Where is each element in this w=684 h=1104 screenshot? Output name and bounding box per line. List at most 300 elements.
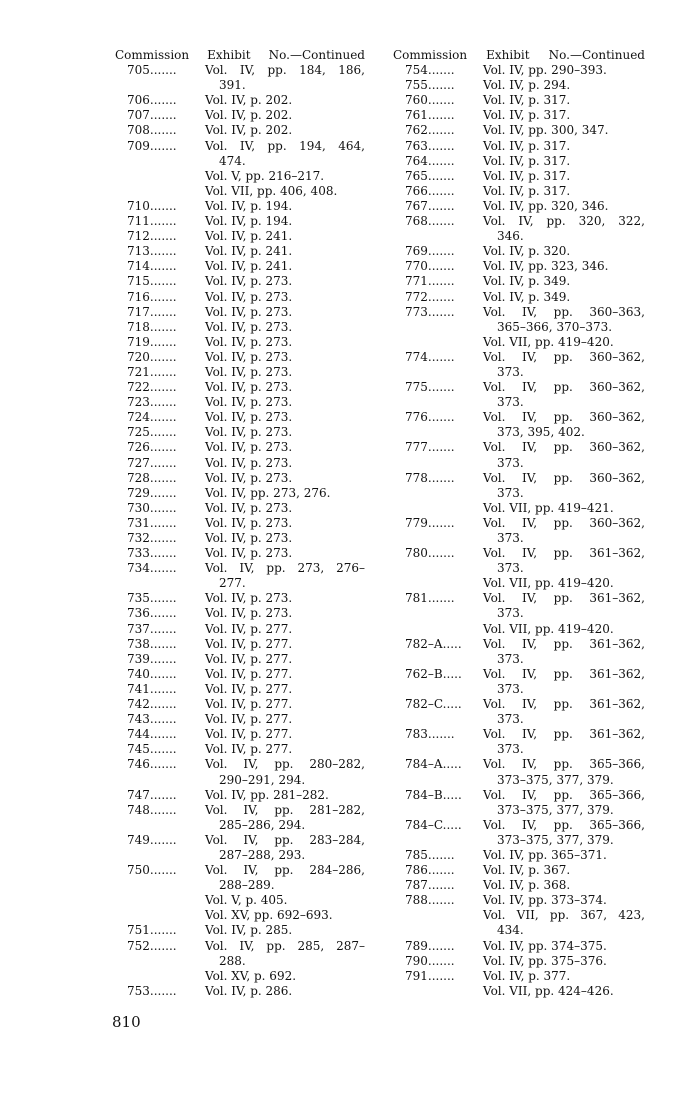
volume-references	[483, 818, 645, 848]
exhibit-number	[115, 606, 205, 621]
reference-line: Vol. V, pp. 216–217.	[205, 168, 325, 183]
volume-references	[205, 486, 365, 501]
dot-leader: .......	[427, 515, 455, 530]
volume-references	[205, 214, 365, 229]
dot-leader: .......	[149, 304, 177, 319]
volume-references	[205, 425, 365, 440]
exhibit-entry	[115, 139, 365, 199]
reference-line: Vol. IV, p. 273.	[205, 395, 293, 410]
exhibit-number	[393, 93, 483, 108]
exhibit-entry	[393, 214, 645, 244]
dot-leader: .......	[427, 214, 455, 229]
reference-line: Vol. IV, p. 273.	[205, 319, 293, 334]
volume-references	[483, 63, 645, 78]
reference-line: Vol. IV, p. 273.	[205, 274, 293, 289]
volume-references	[205, 652, 365, 667]
reference-line: Vol. IV, pp. 290–393.	[483, 63, 607, 78]
dot-leader: .......	[149, 259, 177, 274]
volume-references	[483, 727, 645, 757]
exhibit-entry	[115, 833, 365, 863]
reference-line: 434.	[497, 923, 524, 938]
exhibit-entry	[115, 788, 365, 803]
volume-references	[205, 350, 365, 365]
reference-line: 373.	[497, 455, 524, 470]
reference-line: Vol. IV, p. 317.	[483, 183, 571, 198]
exhibit-entry	[115, 501, 365, 516]
volume-references	[483, 274, 645, 289]
exhibit-number-label: 788	[405, 893, 428, 908]
exhibit-number-label: 732	[127, 531, 150, 545]
exhibit-entry	[393, 274, 645, 289]
reference-line: Vol. IV, p. 273.	[205, 500, 293, 515]
reference-line: 277.	[219, 576, 246, 591]
exhibit-entry	[115, 606, 365, 621]
exhibit-number	[115, 622, 205, 637]
volume-references	[205, 305, 365, 320]
reference-line: Vol. IV, pp. 184, 186,	[205, 63, 365, 78]
exhibit-number-label: 785	[405, 847, 428, 862]
reference-line: Vol. IV, pp. 365–371.	[483, 847, 607, 862]
reference-line: 365–366, 370–373.	[497, 319, 613, 334]
exhibit-number-label: 768	[405, 214, 428, 229]
exhibit-entry	[115, 471, 365, 486]
exhibit-number	[393, 259, 483, 274]
exhibit-number	[115, 335, 205, 350]
volume-references	[483, 350, 645, 380]
exhibit-number-label: 776	[405, 410, 428, 425]
exhibit-number	[393, 139, 483, 154]
volume-references	[205, 697, 365, 712]
exhibit-number-label: 782–C	[405, 697, 443, 712]
reference-line: Vol. IV, p. 367.	[483, 863, 571, 878]
volume-references	[205, 546, 365, 561]
exhibit-number-label: 709	[127, 138, 150, 153]
dot-leader: .......	[149, 742, 177, 757]
exhibit-entry	[115, 214, 365, 229]
volume-references	[205, 440, 365, 455]
exhibit-number-label: 735	[127, 591, 150, 606]
dot-leader: .......	[427, 953, 455, 968]
exhibit-number	[393, 244, 483, 259]
exhibit-number-label: 731	[127, 515, 150, 530]
reference-line: Vol. IV, p. 273.	[205, 380, 293, 395]
exhibit-entry	[393, 184, 645, 199]
exhibit-number-label: 718	[127, 319, 150, 334]
reference-line: Vol. IV, pp. 361–362,	[483, 636, 645, 651]
exhibit-number-label: 717	[127, 304, 150, 319]
reference-line: Vol. IV, p. 277.	[205, 651, 293, 666]
exhibit-entry	[115, 561, 365, 591]
exhibit-number-label: 767	[405, 198, 428, 213]
dot-leader: .......	[149, 485, 177, 500]
exhibit-entry	[393, 863, 645, 878]
dot-leader: .......	[149, 666, 177, 681]
dot-leader: .......	[427, 93, 455, 108]
volume-references	[205, 591, 365, 606]
exhibit-entry	[393, 199, 645, 214]
exhibit-number-label: 721	[127, 364, 150, 379]
exhibit-number	[393, 380, 483, 410]
reference-line: 288.	[219, 953, 246, 968]
exhibit-number	[115, 939, 205, 984]
exhibit-entry	[393, 108, 645, 123]
volume-references	[205, 712, 365, 727]
reference-line: Vol. VII, pp. 406, 408.	[205, 183, 338, 198]
volume-references	[483, 259, 645, 274]
reference-line: Vol. IV, p. 317.	[483, 108, 571, 123]
exhibit-number	[115, 667, 205, 682]
exhibit-number	[115, 712, 205, 727]
exhibit-number	[393, 78, 483, 93]
exhibit-entry	[393, 727, 645, 757]
exhibit-entry	[115, 199, 365, 214]
exhibit-entry	[115, 652, 365, 667]
reference-line: Vol. IV, p. 194.	[205, 214, 293, 229]
reference-line: Vol. IV, p. 194.	[205, 198, 293, 213]
dot-leader: .......	[427, 138, 455, 153]
dot-leader: .......	[149, 198, 177, 213]
exhibit-entry	[393, 757, 645, 787]
volume-references	[483, 78, 645, 93]
volume-references	[483, 667, 645, 697]
exhibit-entry	[393, 290, 645, 305]
volume-references	[483, 954, 645, 969]
exhibit-number-label: 770	[405, 259, 428, 274]
reference-line: Vol. XV, pp. 692–693.	[205, 908, 333, 923]
reference-line: Vol. IV, pp. 361–362,	[483, 727, 645, 742]
exhibit-number	[393, 637, 483, 667]
exhibit-entry	[393, 848, 645, 863]
volume-references	[205, 742, 365, 757]
exhibit-number-label: 746	[127, 757, 150, 772]
exhibit-entry	[115, 863, 365, 923]
dot-leader: .......	[149, 229, 177, 244]
exhibit-entry	[393, 410, 645, 440]
dot-leader: .......	[149, 591, 177, 606]
dot-leader: .......	[149, 621, 177, 636]
exhibit-number	[115, 984, 205, 999]
volume-references	[483, 305, 645, 350]
exhibit-number	[115, 214, 205, 229]
exhibit-number	[115, 561, 205, 591]
exhibit-number-label: 716	[127, 289, 150, 304]
exhibit-entry	[393, 259, 645, 274]
reference-line: Vol. IV, p. 202.	[205, 108, 293, 123]
exhibit-entry	[393, 440, 645, 470]
dot-leader: .......	[427, 108, 455, 123]
exhibit-number	[115, 637, 205, 652]
volume-references	[483, 108, 645, 123]
volume-references	[205, 395, 365, 410]
volume-references	[205, 380, 365, 395]
exhibit-entry	[115, 486, 365, 501]
exhibit-entry	[393, 788, 645, 818]
reference-line: Vol. IV, p. 277.	[205, 712, 293, 727]
exhibit-number	[115, 486, 205, 501]
dot-leader: .......	[427, 183, 455, 198]
dot-leader: .......	[149, 123, 177, 138]
reference-line: Vol. IV, pp. 360–362,	[483, 470, 645, 485]
exhibit-number-label: 725	[127, 425, 150, 440]
reference-line: Vol. IV, p. 317.	[483, 168, 571, 183]
volume-references	[205, 833, 365, 863]
exhibit-entry	[115, 984, 365, 999]
reference-line: Vol. IV, p. 273.	[205, 364, 293, 379]
exhibit-number-label: 734	[127, 561, 150, 576]
dot-leader: .......	[149, 651, 177, 666]
exhibit-number	[393, 123, 483, 138]
volume-references	[205, 365, 365, 380]
volume-references	[483, 637, 645, 667]
reference-line: Vol. IV, p. 241.	[205, 244, 293, 259]
exhibit-number-label: 711	[127, 214, 150, 229]
volume-references	[205, 123, 365, 138]
exhibit-number-label: 781	[405, 591, 428, 606]
reference-line: Vol. IV, pp. 361–362,	[483, 591, 645, 606]
exhibit-entry	[115, 395, 365, 410]
exhibit-entry	[393, 380, 645, 410]
volume-references	[205, 471, 365, 486]
exhibit-number	[115, 259, 205, 274]
exhibit-number-label: 791	[405, 968, 428, 983]
dot-leader: .......	[149, 531, 177, 545]
volume-references	[205, 803, 365, 833]
dot-leader: .......	[427, 847, 455, 862]
exhibit-number-label: 724	[127, 410, 150, 425]
exhibit-number-label: 723	[127, 395, 150, 410]
exhibit-number-label: 784–A	[405, 757, 443, 772]
reference-line: Vol. IV, p. 273.	[205, 304, 293, 319]
reference-line: 474.	[219, 153, 246, 168]
exhibit-number-label: 741	[127, 681, 150, 696]
exhibit-number-label: 779	[405, 515, 428, 530]
volume-references	[483, 697, 645, 727]
dot-leader: .......	[149, 938, 177, 953]
dot-leader: .......	[427, 349, 455, 364]
exhibit-number-label: 769	[405, 244, 428, 259]
exhibit-number-label: 712	[127, 229, 150, 244]
dot-leader: .......	[427, 727, 455, 742]
exhibit-number-label: 772	[405, 289, 428, 304]
reference-line: Vol. IV, pp. 361–362,	[483, 666, 645, 681]
exhibit-entry	[115, 682, 365, 697]
exhibit-number	[115, 833, 205, 863]
dot-leader: .....	[442, 666, 462, 681]
exhibit-number	[393, 788, 483, 818]
volume-references	[205, 335, 365, 350]
exhibit-number	[393, 667, 483, 697]
exhibit-entry	[393, 123, 645, 138]
exhibit-entry	[115, 320, 365, 335]
exhibit-number	[115, 123, 205, 138]
column-header: Commission Exhibit No.—Continued	[393, 48, 645, 62]
exhibit-entry	[393, 878, 645, 893]
reference-line: Vol. IV, p. 273.	[205, 289, 293, 304]
exhibit-number	[393, 878, 483, 893]
exhibit-number-label: 760	[405, 93, 428, 108]
reference-line: Vol. IV, p. 241.	[205, 229, 293, 244]
exhibit-number	[393, 471, 483, 516]
reference-line: Vol. IV, p. 277.	[205, 727, 293, 742]
exhibit-entry	[115, 516, 365, 531]
volume-references	[205, 682, 365, 697]
exhibit-number-label: 719	[127, 334, 150, 349]
dot-leader: .......	[149, 606, 177, 621]
exhibit-entry	[115, 229, 365, 244]
volume-references	[205, 984, 365, 999]
exhibit-number-label: 780	[405, 546, 428, 561]
exhibit-number	[115, 456, 205, 471]
exhibit-number-label: 737	[127, 621, 150, 636]
reference-line: Vol. IV, pp. 365–366,	[483, 757, 645, 772]
exhibit-number	[393, 591, 483, 636]
exhibit-entry	[115, 410, 365, 425]
dot-leader: .......	[149, 863, 177, 878]
dot-leader: .......	[149, 440, 177, 455]
exhibit-entry	[115, 350, 365, 365]
volume-references	[205, 606, 365, 621]
reference-line: Vol. IV, p. 317.	[483, 93, 571, 108]
exhibit-number-label: 783	[405, 727, 428, 742]
volume-references	[205, 199, 365, 214]
volume-references	[483, 154, 645, 169]
reference-line: Vol. IV, pp. 284–286,	[205, 863, 365, 878]
reference-line: Vol. IV, p. 202.	[205, 93, 293, 108]
exhibit-number	[115, 591, 205, 606]
reference-line: Vol. IV, p. 273.	[205, 410, 293, 425]
volume-references	[483, 199, 645, 214]
exhibit-number	[393, 410, 483, 440]
reference-line: Vol. IV, pp. 273, 276.	[205, 485, 331, 500]
reference-line: Vol. IV, p. 273.	[205, 591, 293, 606]
volume-references	[205, 93, 365, 108]
volume-references	[205, 637, 365, 652]
exhibit-entry	[115, 244, 365, 259]
exhibit-entry	[393, 169, 645, 184]
dot-leader: .......	[149, 681, 177, 696]
dot-leader: .......	[427, 968, 455, 983]
exhibit-number	[115, 305, 205, 320]
dot-leader: .......	[427, 78, 455, 93]
volume-references	[483, 591, 645, 636]
dot-leader: .......	[149, 470, 177, 485]
exhibit-entry	[393, 516, 645, 546]
exhibit-number-label: 715	[127, 274, 150, 289]
exhibit-entry	[393, 78, 645, 93]
exhibit-number-label: 751	[127, 923, 150, 938]
exhibit-number-label: 773	[405, 304, 428, 319]
dot-leader: .....	[442, 757, 462, 772]
exhibit-number	[115, 244, 205, 259]
exhibit-number-label: 752	[127, 938, 150, 953]
exhibit-number	[115, 199, 205, 214]
reference-line: Vol. IV, pp. 360–362,	[483, 515, 645, 530]
exhibit-entry	[393, 350, 645, 380]
dot-leader: .......	[427, 893, 455, 908]
dot-leader: .......	[149, 697, 177, 712]
exhibit-number	[393, 848, 483, 863]
exhibit-number-label: 778	[405, 470, 428, 485]
exhibit-entry	[393, 154, 645, 169]
dot-leader: .......	[427, 274, 455, 289]
dot-leader: .......	[149, 546, 177, 561]
entry-list	[393, 63, 645, 999]
exhibit-number	[115, 108, 205, 123]
volume-references	[483, 169, 645, 184]
exhibit-number	[115, 727, 205, 742]
exhibit-number	[393, 954, 483, 969]
exhibit-number	[393, 727, 483, 757]
exhibit-number	[115, 274, 205, 289]
volume-references	[205, 108, 365, 123]
volume-references	[483, 516, 645, 546]
dot-leader: .......	[149, 983, 177, 998]
reference-line: 373.	[497, 531, 524, 545]
exhibit-number	[393, 818, 483, 848]
reference-line: Vol. IV, pp. 320, 322,	[483, 214, 645, 229]
exhibit-number-label: 738	[127, 636, 150, 651]
exhibit-number-label: 727	[127, 455, 150, 470]
exhibit-entry	[115, 923, 365, 938]
volume-references	[483, 139, 645, 154]
reference-line: Vol. IV, p. 273.	[205, 440, 293, 455]
dot-leader: .......	[149, 636, 177, 651]
reference-line: Vol. IV, p. 273.	[205, 334, 293, 349]
volume-references	[483, 471, 645, 516]
volume-references	[205, 290, 365, 305]
exhibit-number-label: 736	[127, 606, 150, 621]
reference-line: Vol. IV, p. 368.	[483, 878, 571, 893]
exhibit-number-label: 710	[127, 198, 150, 213]
exhibit-entry	[115, 108, 365, 123]
dot-leader: .......	[149, 410, 177, 425]
entry-list	[115, 63, 365, 999]
reference-line: Vol. IV, p. 377.	[483, 968, 571, 983]
exhibit-number	[115, 682, 205, 697]
exhibit-entry	[393, 667, 645, 697]
reference-line: Vol. IV, pp. 281–282.	[205, 787, 329, 802]
exhibit-number-label: 790	[405, 953, 428, 968]
exhibit-number-label: 720	[127, 349, 150, 364]
reference-line: Vol. VII, pp. 424–426.	[483, 983, 614, 998]
reference-line: Vol. VII, pp. 419–420.	[483, 576, 614, 591]
reference-line: Vol. IV, p. 273.	[205, 531, 293, 545]
exhibit-number-label: 787	[405, 878, 428, 893]
exhibit-entry	[115, 531, 365, 546]
exhibit-number	[115, 516, 205, 531]
dot-leader: .......	[149, 214, 177, 229]
exhibit-number	[115, 923, 205, 938]
exhibit-number-label: 706	[127, 93, 150, 108]
exhibit-entry	[393, 637, 645, 667]
volume-references	[483, 848, 645, 863]
left-column	[115, 48, 365, 999]
dot-leader: .......	[427, 410, 455, 425]
exhibit-number	[393, 154, 483, 169]
exhibit-entry	[115, 335, 365, 350]
reference-line: Vol. IV, p. 277.	[205, 681, 293, 696]
reference-line: 287–288, 293.	[219, 847, 306, 862]
volume-references	[205, 788, 365, 803]
exhibit-number-label: 750	[127, 863, 150, 878]
dot-leader: .......	[427, 304, 455, 319]
volume-references	[483, 93, 645, 108]
reference-line: Vol. IV, p. 277.	[205, 742, 293, 757]
exhibit-number	[115, 803, 205, 833]
reference-line: 373.	[497, 681, 524, 696]
exhibit-number-label: 742	[127, 697, 150, 712]
exhibit-number	[393, 546, 483, 591]
